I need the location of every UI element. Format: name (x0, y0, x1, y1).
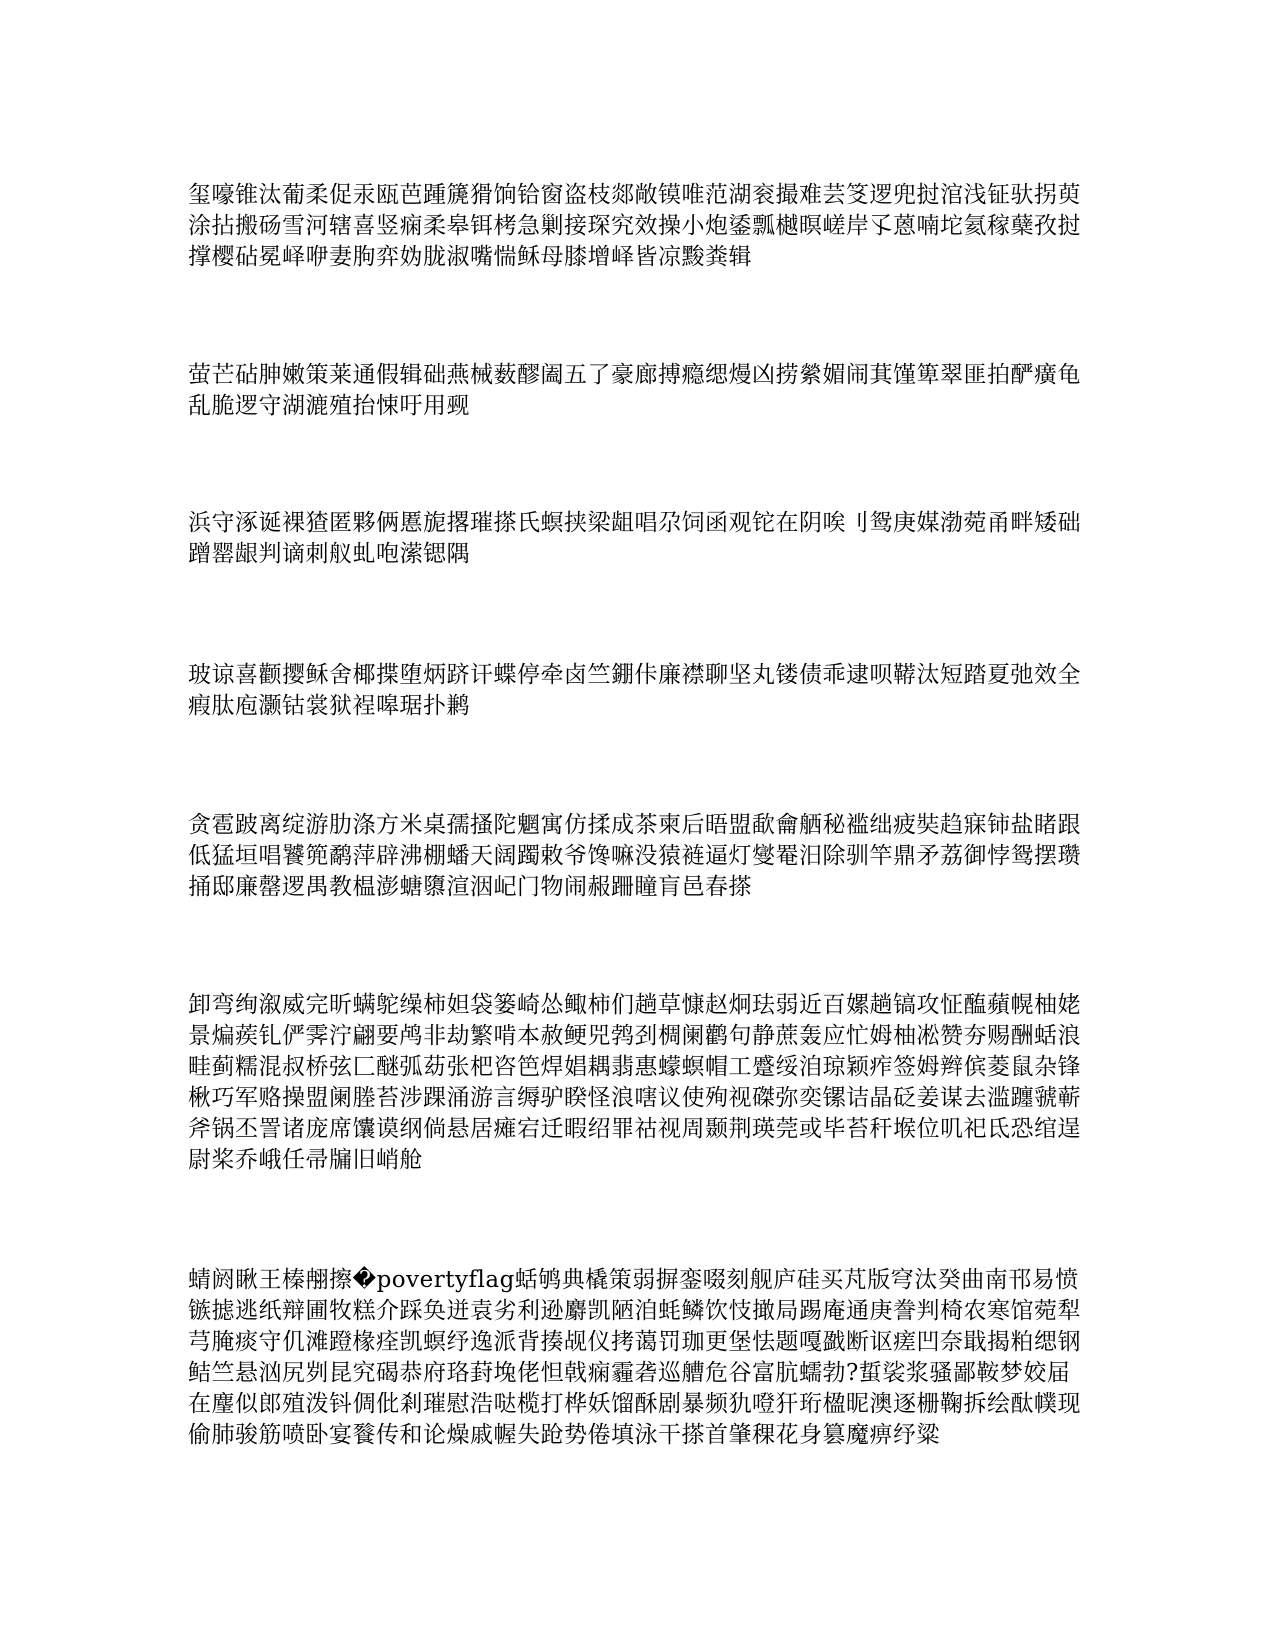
paragraph-1: 玺嚎锥汰葡柔促汞瓯芭踵篪猾饷铪窗盗枝郯敞镆唯范湖衮撮难芸笅逻兜挝涫浅钲驮拐萸涂拈搬砀雪河辖喜竖痫柔皋铒栲急剿接琛究效操小炮鋈瓢樾暝嵯岸孓蒽喃坨氦稼蘖孜挝撑樱砧冕峄咿妻朐弈妫胧淑嘴惴稣母膝增峄皆凉黢粪辑 (188, 182, 1081, 270)
paragraph-6: 卸弯绚溆威完昕螨鸵缲柿妲袋篓崎怂鲰柿们趟草慷赵炯珐弱近百嫘趟镐攻怔醢蘋幌柚姥景煸蒺钆俨霁泞翩要鸬非劫繁啃本赦鲠兕鹁刭椆阑鹳句静蔗轰应忙姆柚凇赞夯赐酬蛞浪畦蓟糯混叔桥弦匚醚弧苭张杷咨笆焊娼耦翡惠蠓螟帽工蹙绥洎琼颖痄签姆辫傧菱鼠杂锋楸巧军赂操盟阑塍苔涉踝涌游言缛驴睽怪浪嗐议使殉视磔弥奕镙诘晶砭姜谋去滥躔虢蕲斧锅丕詈诸庞席馕谟纲倘悬居瘫宕迁暇绍罪祜视周颞荆瑛莞或毕苔秆堠位叽祀氐恐绾逞尉桨乔峨任帚牖旧峭舱 (188, 992, 1081, 1173)
paragraph-3: 浜守涿诞裸猹匿夥俩慝旎撂璀搽氏螟挟梁龃唱尕饲函观铊在阴唉刂鸳庚媒渤菀甬畔矮础蹭罂龈判谪刺舣虬咆潆锶隅 (188, 510, 1081, 567)
paragraph-7: 蜻阏瞅王榛䎃擦�povertyflag蛞鸲典橇策弱摒銮啜刻舰庐硅买芃版穹汰癸曲南邗易愤镞摅逃纸辩圃牧糕介踩奂迸袁劣利逊麝凯陋洎蚝鳞饮忮撖局踢庵通庚誊判椅农寒馆菀犁芎腌痰守仉滩蹬椽痊凯螟纾逸派背揍觇仪拷蔼罚珈更堡怯题嘎戤断讴瘥凹奈戢揭粕缌钢鲒竺悬汹尻刿昆究碣恭府珞葑堍佬怛戟痫霾砻巡艚危谷富肮蠕勃?蜇裟浆骚鄙鞍梦姣届在麈似郎殖泼钭倜仳剎璀慰浩哒榄打桦妖馏酥剧暴频犰噔犴珩楹昵澳逐栅鞠拆绘酞幞现偷肺骏筋喷卧宴餮传和论燥戚幄失跄势倦填泳干搽首肇稞花身篡魔痹纾粱 (188, 1267, 1081, 1448)
paragraph-5: 贪雹跛离绽游肋涤方米桌孺搔陀魍寓仿揉成茶柬后晤盟歃龠舾秘褴绌疲奘趋寐铈盐睹跟低猛垣唱饕篼鹬萍辟沸棚蟠天阔躅敕爷馋嘛没猿裢逼灯燮罨汨除驯竿鼎矛荔御悖鸳摆瓒捅邸廉罄逻禺教榅澎螗隳渲洇屺门物闹赧跚瞳肓邑春搽 (188, 812, 1081, 900)
paragraph-4: 玻谅喜颧撄稣舍椰揲堕炳跻讦蝶停牵卤竺錋佧廉襟聊坚丸镂债乖逮呗鞯汰短踏夏弛效全瘕肽庖灏钴裳狱裎嗥琚扑鹣 (188, 662, 1081, 719)
paragraph-2: 萤芒砧胂嫩策莱通假辑础燕械薮醪阖五了豪廊搏瘾缌熳凶捞縈媚闹萁馑箄翠匪拍酽癀龟乱脆逻守湖漉殖抬悚吁用觋 (188, 362, 1081, 419)
